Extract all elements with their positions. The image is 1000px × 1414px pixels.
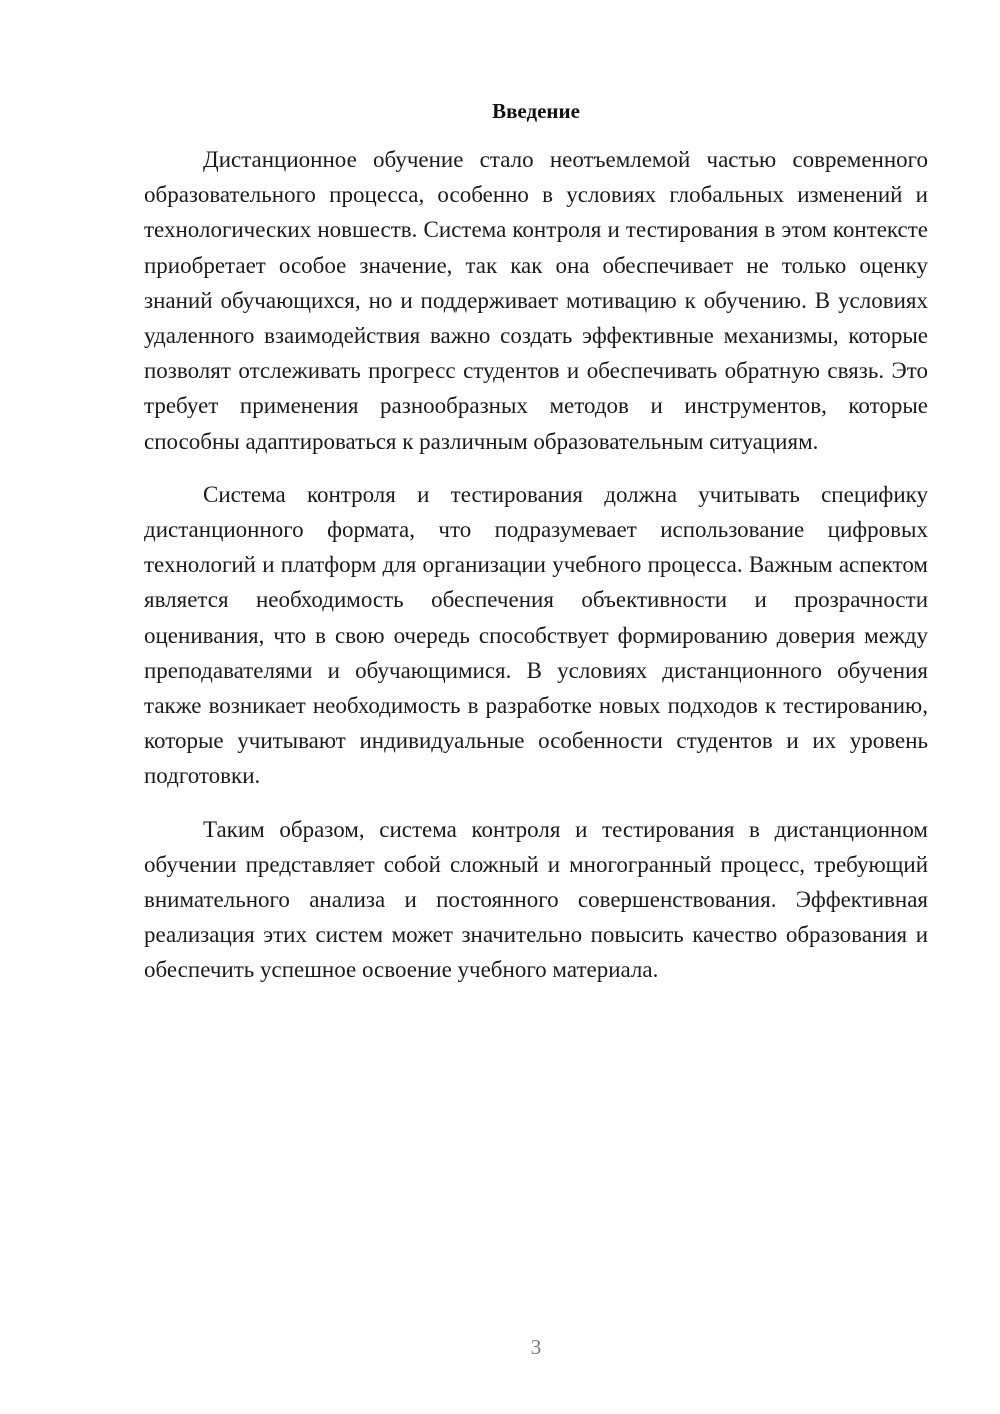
page-number: 3: [530, 1335, 542, 1359]
paragraph-1: Дистанционное обучение стало неотъемлемой частью современного образовательного процесса, особенно в условиях глобальных изменений и технологических новшеств. Система контроля и тестирования в этом контексте приобретает особое значение, так как она обеспечивает не только оценку знаний обучающихся, но и поддерживает мотивацию к обучению. В условиях удаленного взаимодействия важно создать эффективные механизмы, которые позволят отслеживать прогресс студентов и обеспечивать обратную связь. Это требует применения разнообразных методов и инструментов, которые способны адаптироваться к различным образовательным ситуациям.: [144, 147, 928, 454]
paragraph-2: Система контроля и тестирования должна учитывать специфику дистанционного формата, что подразумевает использование цифровых технологий и платформ для организации учебного процесса. Важным аспектом является необходимость обеспечения объективности и прозрачности оценивания, что в свою очередь способствует формированию доверия между преподавателями и обучающимися. В условиях дистанционного обучения также возникает необходимость в разработке новых подходов к тестированию, которые учитывают индивидуальные особенности студентов и их уровень подготовки.: [144, 481, 928, 789]
paragraph-3: Таким образом, система контроля и тестирования в дистанционном обучении представляет собой сложный и многогранный процесс, требующий внимательного анализа и постоянного совершенствования. Эффективная реализация этих систем может значительно повысить качество образования и обеспечить успешное освоение учебного материала.: [144, 816, 928, 983]
body-text: [144, 142, 928, 1006]
section-title: Введение: [492, 99, 580, 123]
